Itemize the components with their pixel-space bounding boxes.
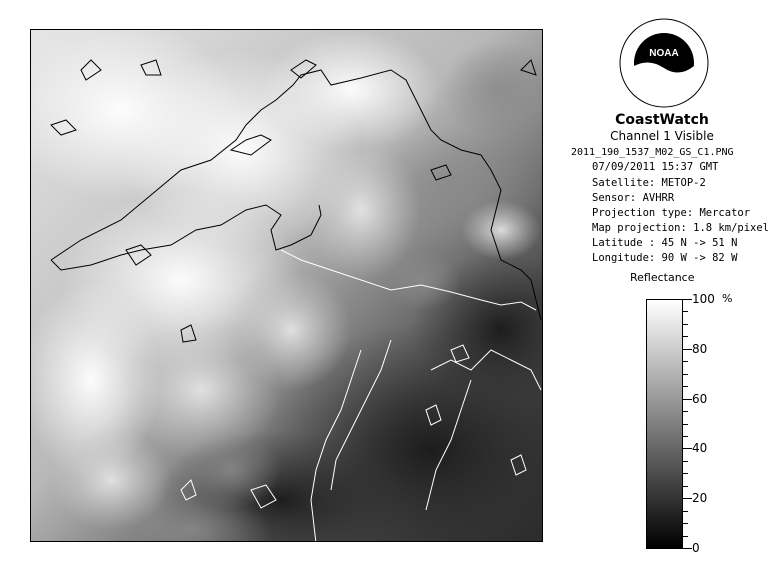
colorbar-tick <box>683 311 688 312</box>
colorbar-tick <box>683 473 688 474</box>
colorbar-tick <box>683 361 688 362</box>
reflectance-colorbar <box>646 299 683 549</box>
noaa-logo-text: NOAA <box>649 48 679 59</box>
colorbar-tick-label: 20 <box>692 491 708 505</box>
lake-superior-outline <box>51 70 541 320</box>
channel-subtitle: Channel 1 Visible <box>610 129 714 143</box>
colorbar-tick <box>683 424 688 425</box>
latitude-label: Latitude : 45 N -> 51 N <box>592 237 738 249</box>
colorbar-tick <box>683 548 692 549</box>
colorbar-tick-label: 60 <box>692 392 708 406</box>
colorbar-tick <box>683 498 692 499</box>
colorbar-tick <box>683 349 692 350</box>
app-title: CoastWatch <box>615 112 709 128</box>
lake-michigan-outline <box>311 350 361 542</box>
colorbar-tick <box>683 486 688 487</box>
satellite-image <box>30 29 543 542</box>
map-projection-label: Map projection: 1.8 km/pixel <box>592 222 770 234</box>
longitude-label: Longitude: 90 W -> 82 W <box>592 252 738 264</box>
colorbar-unit: % <box>722 292 733 305</box>
colorbar-tick-label: 40 <box>692 441 708 455</box>
colorbar-tick <box>683 461 688 462</box>
colorbar-tick <box>683 523 688 524</box>
colorbar-tick <box>683 411 688 412</box>
colorbar-tick <box>683 374 688 375</box>
colorbar-tick <box>683 436 688 437</box>
file-name: 2011_190_1537_M02_GS_C1.PNG <box>571 147 734 158</box>
coastline-overlay <box>31 30 543 542</box>
colorbar-tick-label: 0 <box>692 541 700 555</box>
colorbar-tick-label: 100 <box>692 292 715 306</box>
noaa-logo-icon <box>619 18 709 108</box>
colorbar-tick <box>683 536 688 537</box>
colorbar-tick <box>683 324 688 325</box>
colorbar-tick <box>683 299 692 300</box>
colorbar-tick <box>683 386 688 387</box>
satellite-label: Satellite: METOP-2 <box>592 177 706 189</box>
colorbar-tick-label: 80 <box>692 342 708 356</box>
colorbar-tick <box>683 399 692 400</box>
projection-type-label: Projection type: Mercator <box>592 207 751 219</box>
sensor-label: Sensor: AVHRR <box>592 192 675 204</box>
colorbar-title: Reflectance <box>630 271 695 284</box>
date-time: 07/09/2011 15:37 GMT <box>592 161 719 173</box>
colorbar-tick <box>683 336 688 337</box>
colorbar-tick <box>683 448 692 449</box>
colorbar-tick <box>683 511 688 512</box>
